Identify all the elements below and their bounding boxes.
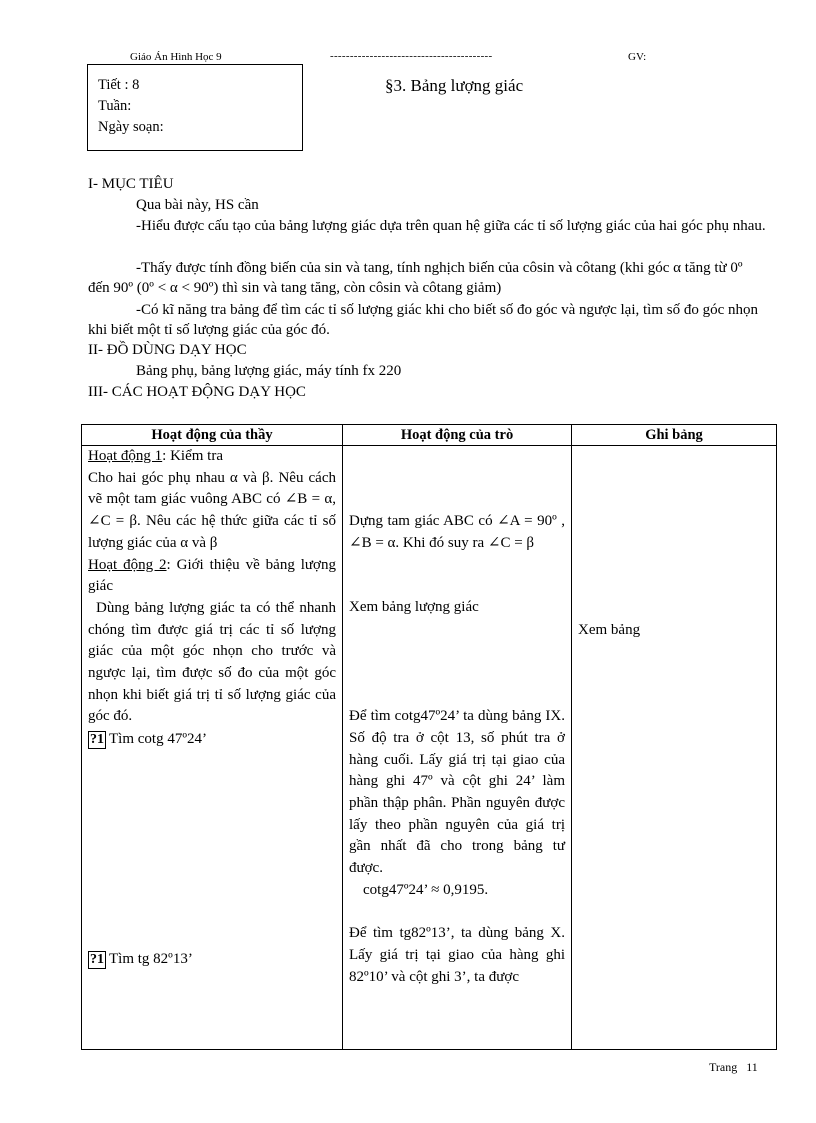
ngay-soan-label: Ngày soạn: — [98, 119, 164, 135]
question-2-teacher: Tìm tg 82º13’ — [109, 950, 193, 967]
muc-tieu-item-3: -Có kĩ năng tra bảng để tìm các tỉ số lượng giác khi cho biết số đo góc và ngược lại, tìm số đo góc nhọn khi biết một tỉ số lượng giác của góc đó. — [88, 302, 759, 338]
activity-2-board: Xem bảng — [578, 622, 641, 638]
muc-tieu-item-2: -Thấy được tính đồng biến của sin và tang, tính nghịch biến của côsin và côtang (khi góc α tăng từ 0º đến 90º (0º < α < 90º) thì sin và tang tăng, còn côsin và côtang giảm) — [88, 260, 743, 296]
question-1-result: cotg47º24’ ≈ 0,9195. — [363, 881, 489, 898]
do-dung-text: Bảng phụ, bảng lượng giác, máy tính fx 220 — [136, 363, 402, 379]
activity-table — [81, 424, 777, 1050]
activity-2-label: Hoạt động 2 — [88, 556, 167, 573]
page-title: §3. Bảng lượng giác — [385, 76, 524, 95]
header-right: GV: — [628, 51, 647, 63]
question-badge: ?1 — [90, 951, 104, 967]
tuan-label: Tuần: — [98, 98, 132, 114]
col-header-teacher: Hoạt động của thầy — [82, 425, 343, 446]
table-row — [82, 446, 777, 1050]
teacher-cell — [82, 446, 343, 1050]
activity-2-teacher: Dùng bảng lượng giác ta có thể nhanh chóng tìm được giá trị các tỉ số lượng giác của một góc nhọn cho trước và ngược lại, tìm được số đo của một góc nhọn khi biết giá trị tỉ số lượng giác của góc đó. — [88, 599, 336, 725]
activity-1-label: Hoạt động 1 — [88, 448, 163, 464]
question-1-teacher: Tìm cotg 47º24’ — [109, 731, 207, 748]
muc-tieu-item-1: -Hiểu được cấu tạo của bảng lượng giác dựa trên quan hệ giữa các tỉ số lượng giác của hai góc phụ nhau. — [136, 218, 766, 234]
activity-1-student: Dựng tam giác ABC có ∠A = 90º , ∠B = α. Khi đó suy ra ∠C = β — [349, 513, 565, 551]
activity-2-student: Xem bảng lượng giác — [349, 599, 479, 616]
question-badge: ?1 — [90, 732, 104, 748]
info-box — [87, 64, 303, 151]
muc-tieu-intro: Qua bài này, HS cần — [136, 197, 259, 213]
heading-do-dung: II- ĐỒ DÙNG DẠY HỌC — [88, 342, 247, 358]
board-cell — [572, 446, 777, 1050]
table-header-row — [82, 425, 777, 446]
col-header-student: Hoạt động của trò — [343, 425, 572, 446]
heading-muc-tieu: I- MỤC TIÊU — [88, 176, 174, 192]
question-2-student: Để tìm tg82º13’, ta dùng bảng X. Lấy giá trị tại giao của hàng ghi 82º10’ và cột ghi 3’, ta được — [349, 925, 565, 985]
student-cell — [343, 446, 572, 1050]
header-dashes: ----------------------------------------- — [330, 50, 493, 62]
activity-1-label-rest: : Kiểm tra — [162, 448, 223, 464]
heading-hoat-dong: III- CÁC HOẠT ĐỘNG DẠY HỌC — [88, 384, 306, 400]
tiet-label: Tiết : 8 — [98, 77, 140, 93]
page-number: Trang 11 — [709, 1060, 758, 1074]
col-header-board: Ghi bảng — [572, 425, 777, 446]
header-left: Giáo Án Hình Học 9 — [130, 51, 222, 63]
activity-2-label-rest: : Giới thiệu về bảng lượng giác — [88, 556, 336, 595]
activity-1-teacher: Cho hai góc phụ nhau α và β. Nêu cách vẽ một tam giác vuông ABC có ∠B = α, ∠C = β. Nêu các hệ thức giữa các tỉ số lượng giác của α và β — [88, 469, 336, 551]
question-1-student: Để tìm cotg47º24’ ta dùng bảng IX. Số độ tra ở cột 13, số phút tra ở hàng cuối. Lấy giá trị tại giao của hàng ghi 47º và cột ghi 24’ làm phần thập phân. Phần nguyên được lấy theo phần nguyên của giá trị gần nhất đã cho trong bảng tư được. — [349, 708, 565, 877]
